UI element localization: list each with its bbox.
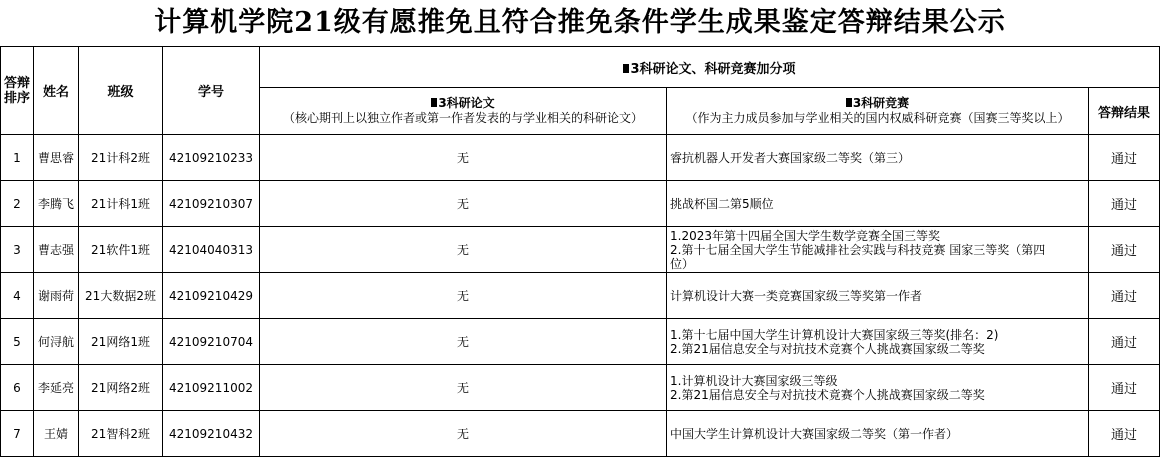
- cell-competition: [667, 319, 1089, 365]
- cell-order: 5: [1, 319, 34, 365]
- header-paper: 3科研论文 （核心期刊上以独立作者或第一作者发表的与学业相关的科研论文）: [260, 88, 667, 135]
- cell-name: 谢雨荷: [34, 273, 79, 319]
- competition-line: 中国大学生计算机设计大赛国家级二等奖（第一作者）: [670, 426, 959, 441]
- header-competition: 3科研竞赛 （作为主力成员参加与学业相关的国内权威科研竞赛（国赛三等奖以上）: [667, 88, 1089, 135]
- table-row: [1, 319, 1160, 365]
- cell-order: 2: [1, 181, 34, 227]
- cell-result: 通过: [1089, 319, 1160, 365]
- cell-order: 4: [1, 273, 34, 319]
- competition-line: 睿抗机器人开发者大赛国家级二等奖（第三）: [670, 150, 911, 165]
- cell-order: 6: [1, 365, 34, 411]
- cell-student-id: 42109210307: [163, 181, 260, 227]
- results-table: [0, 46, 1160, 457]
- header-order: 答辩排序: [1, 47, 34, 135]
- cell-paper: 无: [260, 319, 667, 365]
- competition-line: 位）: [670, 256, 695, 271]
- competition-line: 2.第十七届全国大学生节能减排社会实践与科技竞赛 国家三等奖（第四: [670, 242, 1046, 257]
- cell-competition: [667, 273, 1089, 319]
- cell-paper: 无: [260, 227, 667, 273]
- table-row: [1, 227, 1160, 273]
- table-row: [1, 181, 1160, 227]
- cell-name: 曹志强: [34, 227, 79, 273]
- square-icon: [846, 98, 852, 107]
- cell-class: 21智科2班: [79, 411, 163, 457]
- cell-name: 曹思睿: [34, 135, 79, 181]
- cell-competition: [667, 365, 1089, 411]
- cell-class: 21软件1班: [79, 227, 163, 273]
- cell-order: 7: [1, 411, 34, 457]
- cell-class: 21网络1班: [79, 319, 163, 365]
- table-row: [1, 135, 1160, 181]
- header-student-id: 学号: [163, 47, 260, 135]
- cell-result: 通过: [1089, 411, 1160, 457]
- competition-line: 1.2023年第十四届全国大学生数学竞赛全国三等奖: [670, 228, 940, 243]
- cell-class: 21计科1班: [79, 181, 163, 227]
- cell-paper: 无: [260, 181, 667, 227]
- cell-student-id: 42109210429: [163, 273, 260, 319]
- cell-result: 通过: [1089, 135, 1160, 181]
- header-paper-desc: （核心期刊上以独立作者或第一作者发表的与学业相关的科研论文）: [282, 111, 643, 125]
- cell-student-id: 42109210432: [163, 411, 260, 457]
- cell-paper: 无: [260, 411, 667, 457]
- square-icon: [431, 98, 437, 107]
- cell-result: 通过: [1089, 365, 1160, 411]
- cell-competition: [667, 411, 1089, 457]
- cell-student-id: 42109210233: [163, 135, 260, 181]
- competition-line: 1.计算机设计大赛国家级三等级: [670, 373, 838, 388]
- cell-result: 通过: [1089, 181, 1160, 227]
- competition-line: 1.第十七届中国大学生计算机设计大赛国家级三等奖(排名：2): [670, 327, 999, 342]
- table-row: [1, 273, 1160, 319]
- cell-student-id: 42109211002: [163, 365, 260, 411]
- competition-line: 计算机设计大赛一类竞赛国家级三等奖第一作者: [670, 288, 923, 303]
- cell-class: 21大数据2班: [79, 273, 163, 319]
- square-icon: [623, 64, 629, 73]
- header-class: 班级: [79, 47, 163, 135]
- cell-name: 何浔航: [34, 319, 79, 365]
- cell-result: 通过: [1089, 227, 1160, 273]
- page-title: 计算机学院21级有愿推免且符合推免条件学生成果鉴定答辩结果公示: [154, 7, 1006, 38]
- cell-paper: 无: [260, 365, 667, 411]
- header-competition-desc: （作为主力成员参加与学业相关的国内权威科研竞赛（国赛三等奖以上）: [685, 111, 1070, 125]
- cell-competition: [667, 227, 1089, 273]
- competition-line: 2.第21届信息安全与对抗技术竟赛个人挑战赛国家级二等奖: [670, 387, 985, 402]
- table-row: [1, 365, 1160, 411]
- cell-competition: [667, 135, 1089, 181]
- cell-class: 21网络2班: [79, 365, 163, 411]
- cell-name: 王婧: [34, 411, 79, 457]
- cell-order: 1: [1, 135, 34, 181]
- cell-order: 3: [1, 227, 34, 273]
- cell-paper: 无: [260, 135, 667, 181]
- table-row: [1, 411, 1160, 457]
- cell-paper: 无: [260, 273, 667, 319]
- header-name: 姓名: [34, 47, 79, 135]
- cell-name: 李延亮: [34, 365, 79, 411]
- cell-class: 21计科2班: [79, 135, 163, 181]
- competition-line: 挑战杯国二第5顺位: [670, 196, 774, 211]
- cell-result: 通过: [1089, 273, 1160, 319]
- header-group: 3科研论文、科研竞赛加分项: [260, 47, 1160, 88]
- header-result: 答辩结果: [1089, 88, 1160, 135]
- cell-competition: [667, 181, 1089, 227]
- cell-student-id: 42104040313: [163, 227, 260, 273]
- cell-name: 李腾飞: [34, 181, 79, 227]
- competition-line: 2.第21届信息安全与对抗技术竞赛个人挑战赛国家级二等奖: [670, 341, 985, 356]
- cell-student-id: 42109210704: [163, 319, 260, 365]
